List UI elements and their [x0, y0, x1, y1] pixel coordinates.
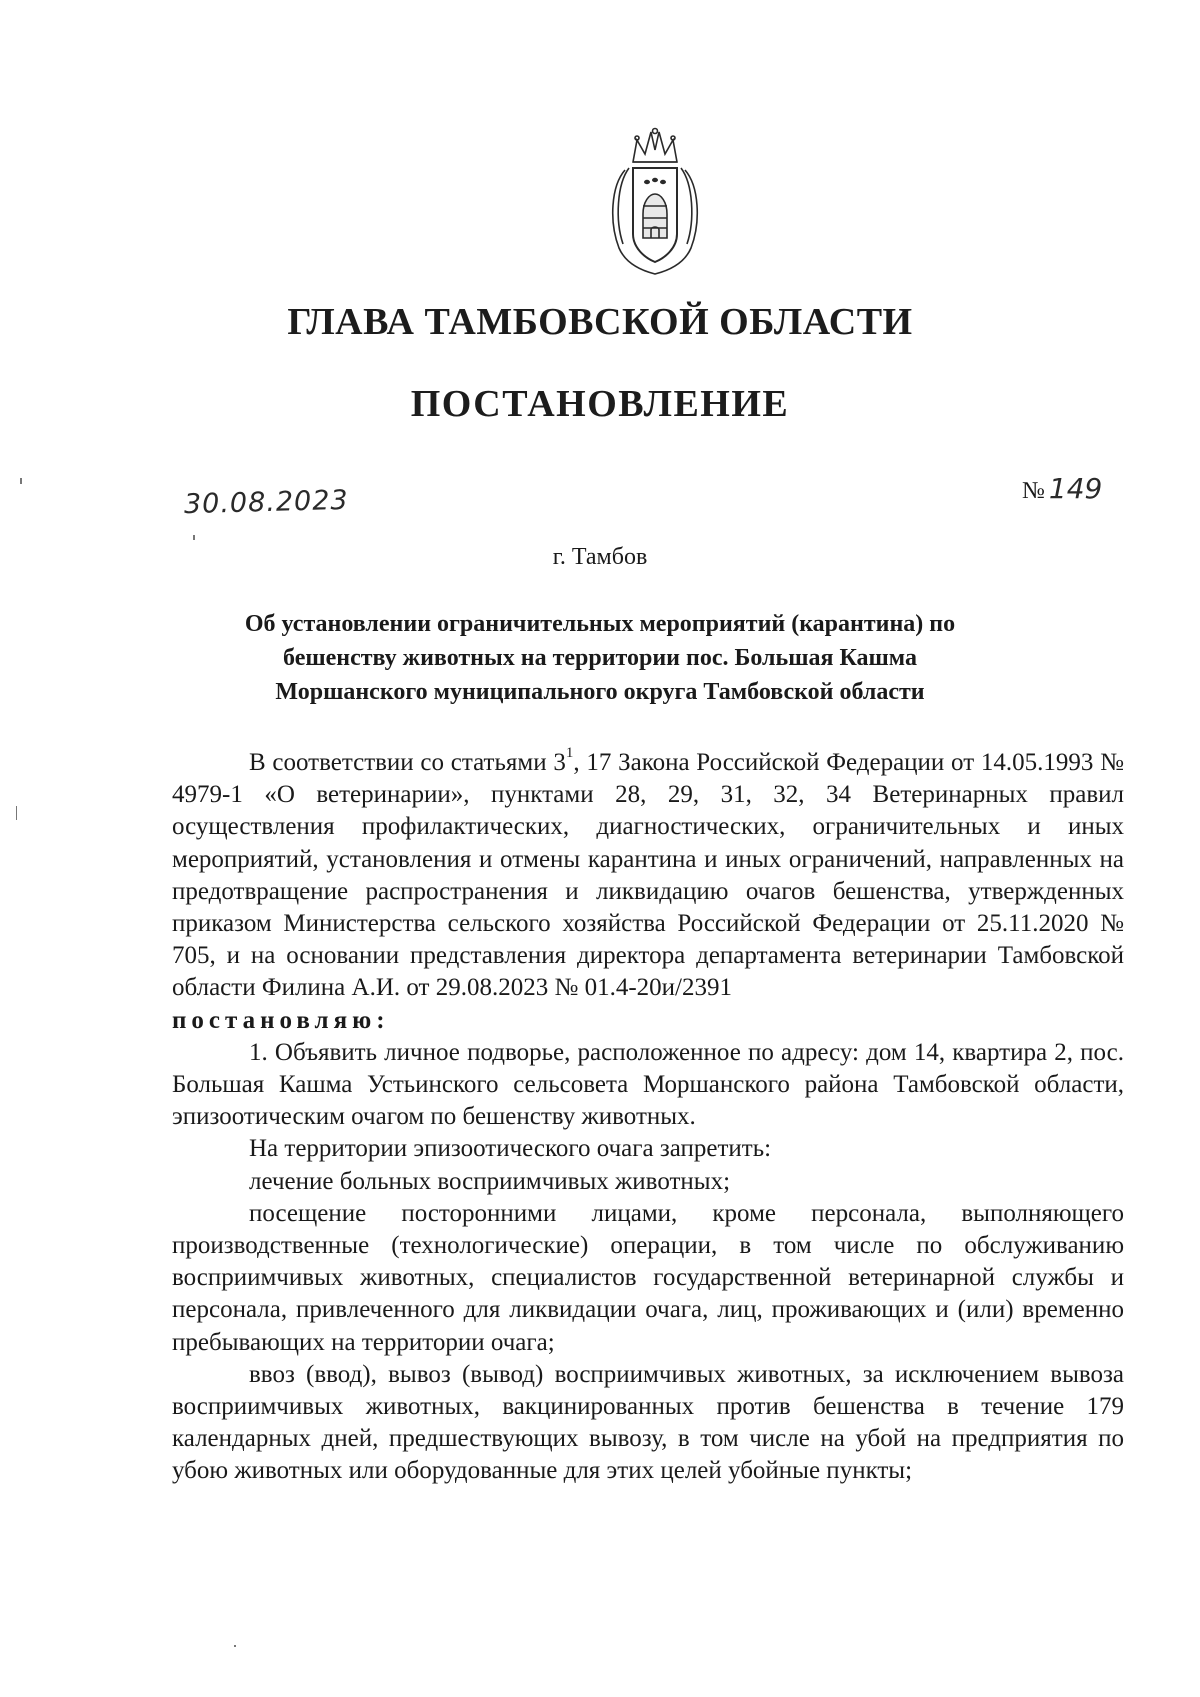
title-line: Моршанского муниципального округа Тамбовской области — [275, 679, 925, 705]
number-value: 149 — [1048, 472, 1103, 505]
prohibition-item-treatment: лечение больных восприимчивых животных; — [249, 1167, 731, 1195]
document-body — [172, 744, 1124, 1488]
prohibition-item-transport: ввоз (ввод), вывоз (вывод) восприимчивых животных, за исключением вывоза восприимчивых животных, вакцинированных против бешенства в течение 179 календарных дней, предшествующих вывозу, в том числе на убой на предприятия по убою животных или оборудованные для этих целей убойные пункты; — [172, 1360, 1124, 1485]
issuing-authority-heading: ГЛАВА ТАМБОВСКОЙ ОБЛАСТИ — [287, 301, 913, 343]
title-line: бешенству животных на территории пос. Большая Кашма — [283, 645, 917, 671]
document-type-heading: ПОСТАНОВЛЕНИЕ — [410, 383, 790, 425]
preamble-text-start: В соответствии со статьями 3 — [249, 749, 566, 776]
number-label: № — [1022, 478, 1045, 504]
prohibition-intro-paragraph: На территории эпизоотического очага запретить: — [249, 1135, 772, 1163]
scan-speck — [234, 1645, 236, 1647]
article-superscript: 1 — [565, 744, 574, 761]
coat-of-arms-icon — [603, 126, 707, 276]
scan-speck — [193, 535, 195, 540]
prohibition-item-visits: посещение посторонними лицами, кроме персонала, выполняющего производственные (технологические) операции, в том числе по обслуживанию восприимчивых животных, специалистов государственной ветеринарной службы и персонала, привлеченного для ликвидации очага, лиц, проживающих и (или) временно пребывающих на территории очага; — [172, 1199, 1124, 1356]
title-line: Об установлении ограничительных мероприятий (карантина) по — [244, 611, 956, 637]
preamble-text-rest: , 17 Закона Российской Федерации от 14.05.1993 № 4979-1 «О ветеринарии», пунктами 28, 29, 31, 32, 34 Ветеринарных правил осуществления профилактических, диагностических, ограничительных и иных мероприятий, установления и отмены карантина и иных ограничений, направленных на предотвращение распространения и ликвидацию очагов бешенства, утвержденных приказом Министерства сельского хозяйства Российской Федерации от 25.11.2020 № 705, и на основании представления директора департамента ветеринарии Тамбовской области Филина А.И. от 29.08.2023 № 01.4-20и/2391 — [172, 749, 1124, 1002]
preamble-paragraph — [172, 744, 1124, 1005]
document-date: 30.08.2023 — [183, 484, 349, 521]
scan-speck — [20, 478, 22, 484]
document-city: г. Тамбов — [552, 544, 648, 570]
document-title — [160, 607, 1040, 709]
decree-line — [172, 1005, 1124, 1037]
decree-word: постановляю: — [172, 1006, 390, 1034]
scan-speck — [16, 806, 17, 820]
clause-1-paragraph: 1. Объявить личное подворье, расположенное по адресу: дом 14, квартира 2, пос. Большая Кашма Устьинского сельсовета Моршанского района Тамбовской области, эпизоотическим очагом по бешенству животных. — [172, 1038, 1124, 1131]
document-number — [1022, 472, 1102, 505]
